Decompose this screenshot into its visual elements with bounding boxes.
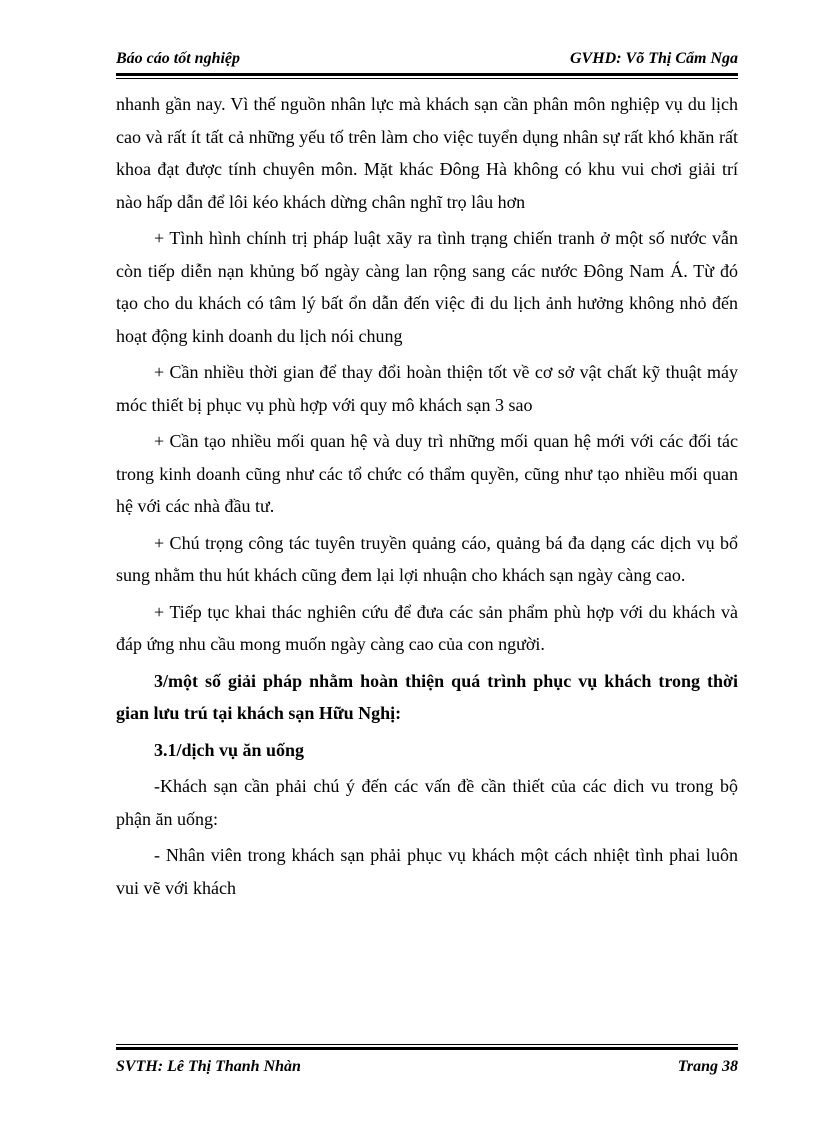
- subsection-heading-3-1: 3.1/dịch vụ ăn uống: [154, 739, 305, 760]
- header-rule-thin: [116, 78, 738, 79]
- header-rule-thick: [116, 73, 738, 76]
- paragraph-relationships: + Cần tạo nhiều mối quan hệ và duy trì những mối quan hệ mới với các đối tác trong kinh doanh cũng như các tổ chức có thẩm quyền, cũng như tạo nhiều mối quan hệ với các nhà đầu tư.: [116, 431, 738, 516]
- student-name: SVTH: Lê Thị Thanh Nhàn: [116, 1058, 301, 1075]
- section-heading-3: 3/một số giải pháp nhằm hoàn thiện quá trình phục vụ khách trong thời gian lưu trú tại khách sạn Hữu Nghị:: [116, 670, 738, 723]
- paragraph-political-situation: + Tình hình chính trị pháp luật xãy ra tình trạng chiến tranh ở một số nước vẫn còn tiếp diễn nạn khủng bố ngày càng lan rộng sang các nước Đông Nam Á. Từ đó tạo cho du khách có tâm lý bất ổn dẫn đến việc đi du lịch ảnh hưởng không nhỏ đến hoạt động kinh doanh du lịch nói chung: [116, 228, 738, 346]
- paragraph-advertising: + Chú trọng công tác tuyên truyền quảng cáo, quảng bá đa dạng các dịch vụ bổ sung nhằm thu hút khách cũng đem lại lợi nhuận cho khách sạn ngày càng cao.: [116, 532, 738, 585]
- paragraph-dining-attention: -Khách sạn cần phải chú ý đến các vấn đề cần thiết của các dich vu trong bộ phận ăn uống:: [116, 776, 738, 829]
- page-header: [116, 46, 738, 72]
- footer-rule-thick: [116, 1047, 738, 1050]
- page-number: Trang 38: [677, 1058, 738, 1075]
- page-body: [116, 88, 738, 908]
- footer-rule-thin: [116, 1044, 738, 1045]
- report-title: Báo cáo tốt nghiệp: [116, 50, 241, 67]
- paragraph-staff-service: - Nhân viên trong khách sạn phải phục vụ khách một cách nhiệt tình phai luôn vui vẽ với khách: [116, 845, 738, 898]
- supervisor-name: GVHD: Võ Thị Cẩm Nga: [569, 50, 738, 67]
- page-footer: [116, 1054, 738, 1080]
- paragraph-research: + Tiếp tục khai thác nghiên cứu để đưa các sản phẩm phù hợp với du khách và đáp ứng nhu cầu mong muốn ngày càng cao của con người.: [116, 601, 738, 654]
- paragraph-facilities: + Cần nhiều thời gian để thay đổi hoàn thiện tốt về cơ sở vật chất kỹ thuật máy móc thiết bị phục vụ phù hợp với quy mô khách sạn 3 sao: [116, 362, 738, 415]
- paragraph-continuation: nhanh gần nay. Vì thế nguồn nhân lực mà khách sạn cần phân môn nghiệp vụ du lịch cao và rất ít tất cả những yếu tố trên làm cho việc tuyển dụng nhân sự rất khó khăn rất khoa đạt được tính chuyên môn. Mặt khác Đông Hà không có khu vui chơi giải trí nào hấp dẫn để lôi kéo khách dừng chân nghĩ trọ lâu hơn: [116, 94, 738, 212]
